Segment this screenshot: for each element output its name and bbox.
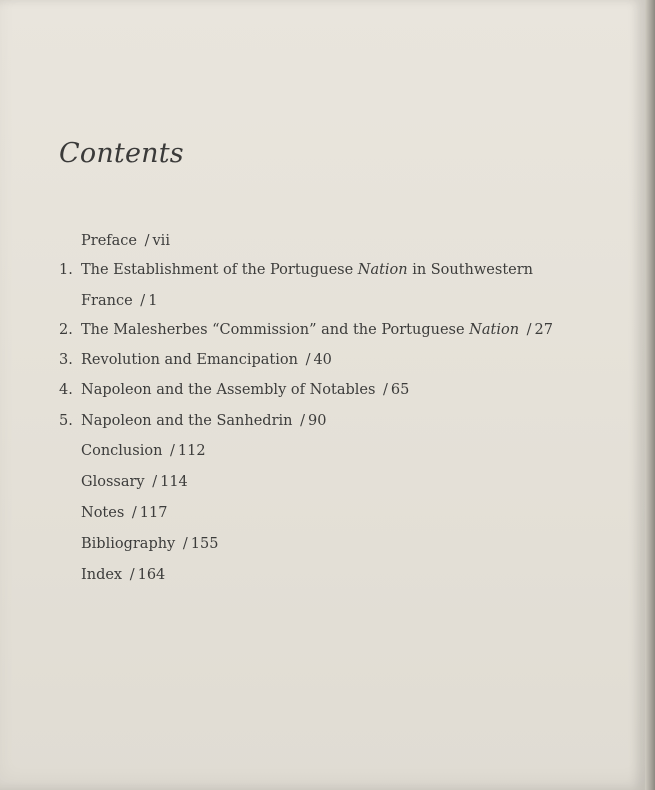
- title-word: in: [412, 262, 427, 278]
- title-word: Portuguese: [269, 262, 354, 278]
- page-separator: /: [182, 536, 188, 552]
- toc-entry-number: 4.: [59, 382, 73, 398]
- toc-entry-chapter-1-continued: [0, 290, 640, 312]
- toc-entry-title: Glossary: [81, 474, 145, 490]
- toc-entry-page: 65: [390, 382, 410, 398]
- toc-entry-number: 2.: [59, 322, 73, 338]
- page-separator: /: [152, 474, 158, 490]
- toc-entry-chapter-5: [0, 410, 640, 432]
- title-word: The: [81, 262, 109, 278]
- toc-entry-chapter-4: [0, 379, 640, 401]
- toc-entry-glossary: [0, 471, 640, 493]
- title-word: Southwestern: [430, 262, 533, 278]
- page-separator: /: [170, 443, 175, 459]
- toc-entry-title: Notes: [81, 505, 125, 521]
- toc-entry-index: [0, 564, 640, 586]
- toc-entry-page: 40: [313, 352, 332, 368]
- toc-entry-page: 27: [534, 322, 553, 338]
- page-separator: /: [300, 413, 305, 429]
- toc-entry-title: The Malesherbes “Commission” and the Portuguese: [81, 322, 465, 338]
- toc-entry-preface: [0, 230, 640, 252]
- toc-entry-title-line-1: [81, 259, 533, 281]
- toc-entry-bibliography: [0, 533, 640, 555]
- toc-entry-title: Index: [81, 567, 123, 583]
- page-title: Contents: [59, 138, 184, 169]
- page-separator: /: [129, 567, 135, 583]
- page-separator: /: [140, 293, 146, 309]
- toc-entry-chapter-3: [0, 349, 640, 371]
- page-separator: /: [383, 382, 388, 398]
- toc-entry-title: Revolution and Emancipation: [81, 352, 298, 368]
- toc-entry-chapter-1: [0, 259, 640, 281]
- toc-entry-page: 155: [190, 536, 219, 552]
- toc-entry-page: 117: [139, 505, 168, 521]
- page-edge: [645, 0, 655, 790]
- toc-entry-title: Bibliography: [81, 536, 176, 552]
- toc-entry-conclusion: [0, 440, 640, 462]
- title-word: of: [223, 262, 238, 278]
- toc-entry-title: Conclusion: [81, 443, 163, 459]
- toc-entry-number: 1.: [59, 262, 73, 278]
- toc-entry-page: 90: [308, 413, 327, 429]
- toc-entry-number: 3.: [59, 352, 73, 368]
- toc-entry-page: 164: [137, 567, 166, 583]
- page-separator: /: [144, 233, 150, 249]
- title-word-italic: Nation: [357, 262, 408, 278]
- toc-entry-page: vii: [152, 233, 170, 249]
- title-word: the: [241, 262, 266, 278]
- toc-entry-notes: [0, 502, 640, 524]
- toc-entry-title-line-2: France: [81, 293, 133, 309]
- toc-entry-title-italic: Nation: [469, 322, 520, 338]
- page-separator: /: [131, 505, 137, 521]
- toc-entry-title: Napoleon and the Assembly of Notables: [81, 382, 376, 398]
- toc-entry-number: 5.: [59, 413, 73, 429]
- toc-entry-title: Napoleon and the Sanhedrin: [81, 413, 293, 429]
- toc-entry-page: 112: [177, 443, 206, 459]
- toc-entry-title: Preface: [81, 233, 137, 249]
- title-word: Establishment: [113, 262, 219, 278]
- page-separator: /: [305, 352, 311, 368]
- toc-entry-chapter-2: [0, 319, 640, 341]
- toc-entry-page: 1: [148, 293, 158, 309]
- page-separator: /: [526, 322, 532, 338]
- toc-entry-page: 114: [160, 474, 188, 490]
